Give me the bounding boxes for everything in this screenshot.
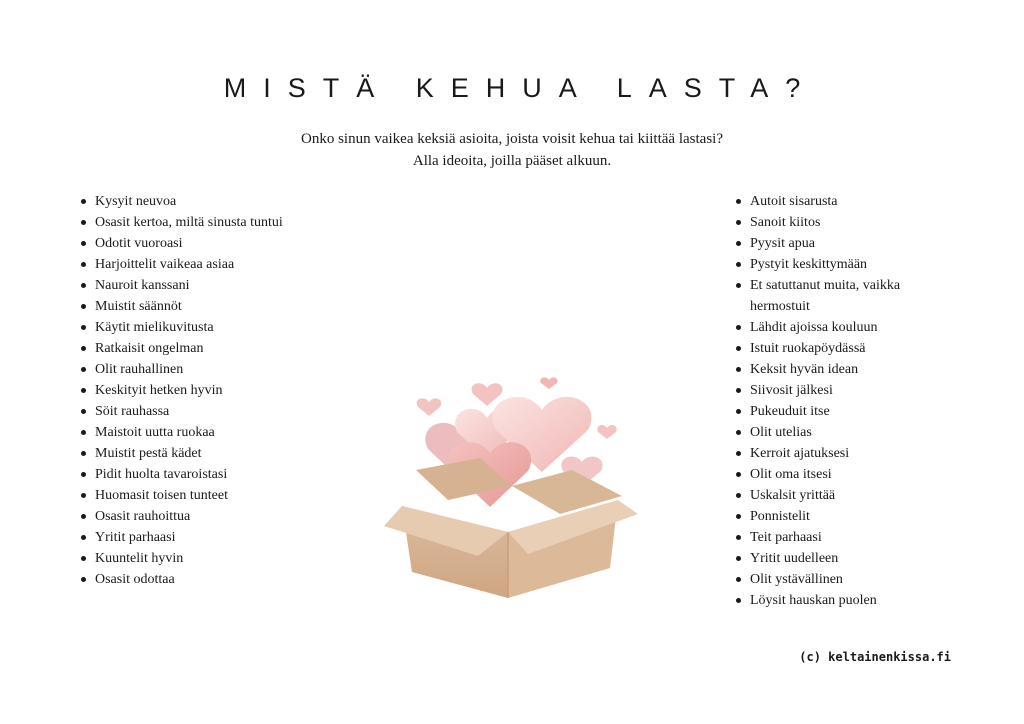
- list-item: Harjoittelit vaikeaa asiaa: [79, 254, 369, 275]
- list-item: Löysit hauskan puolen: [734, 590, 944, 611]
- list-item: Pystyit keskittymään: [734, 254, 944, 275]
- list-item: Keskityit hetken hyvin: [79, 380, 369, 401]
- list-item: Pukeuduit itse: [734, 401, 944, 422]
- list-item: Osasit odottaa: [79, 569, 369, 590]
- list-item: Olit ystävällinen: [734, 569, 944, 590]
- list-item: Maistoit uutta ruokaa: [79, 422, 369, 443]
- list-item: Muistit pestä kädet: [79, 443, 369, 464]
- list-item: Olit oma itsesi: [734, 464, 944, 485]
- left-praise-list: [79, 191, 369, 590]
- list-item: Istuit ruokapöydässä: [734, 338, 944, 359]
- list-item: Yritit uudelleen: [734, 548, 944, 569]
- small-heart-icon: [417, 398, 442, 416]
- copyright-footer: (c) keltainenkissa.fi: [799, 650, 951, 664]
- list-item: Huomasit toisen tunteet: [79, 485, 369, 506]
- list-item: Söit rauhassa: [79, 401, 369, 422]
- list-item: Nauroit kanssani: [79, 275, 369, 296]
- right-praise-list: [734, 191, 944, 611]
- list-item: Kysyit neuvoa: [79, 191, 369, 212]
- intro-line-1: Onko sinun vaikea keksiä asioita, joista voisit kehua tai kiittää lastasi?: [301, 131, 723, 147]
- list-item: Ratkaisit ongelman: [79, 338, 369, 359]
- list-item: Olit utelias: [734, 422, 944, 443]
- list-item: Osasit rauhoittua: [79, 506, 369, 527]
- list-item: Odotit vuoroasi: [79, 233, 369, 254]
- list-item: Muistit säännöt: [79, 296, 369, 317]
- intro-text: [0, 128, 1024, 172]
- list-item: Pidit huolta tavaroistasi: [79, 464, 369, 485]
- list-item: Keksit hyvän idean: [734, 359, 944, 380]
- list-item: Teit parhaasi: [734, 527, 944, 548]
- list-item: Yritit parhaasi: [79, 527, 369, 548]
- intro-line-2: Alla ideoita, joilla pääset alkuun.: [412, 153, 612, 169]
- box-of-hearts-icon: [382, 358, 642, 603]
- list-item: Olit rauhallinen: [79, 359, 369, 380]
- page-title: MISTÄ KEHUA LASTA?: [223, 73, 818, 103]
- small-heart-icon: [597, 425, 616, 439]
- small-heart-icon: [540, 377, 557, 389]
- list-item: Ponnistelit: [734, 506, 944, 527]
- list-item: Sanoit kiitos: [734, 212, 944, 233]
- list-item: Lähdit ajoissa kouluun: [734, 317, 944, 338]
- list-item: Kuuntelit hyvin: [79, 548, 369, 569]
- list-item: Siivosit jälkesi: [734, 380, 944, 401]
- list-item: Osasit kertoa, miltä sinusta tuntui: [79, 212, 369, 233]
- list-item: Uskalsit yrittää: [734, 485, 944, 506]
- list-item: Kerroit ajatuksesi: [734, 443, 944, 464]
- list-item: Autoit sisarusta: [734, 191, 944, 212]
- list-item: Pyysit apua: [734, 233, 944, 254]
- list-item: Et satuttanut muita, vaikka hermostuit: [734, 275, 944, 317]
- small-heart-icon: [472, 383, 503, 406]
- list-item: Käytit mielikuvitusta: [79, 317, 369, 338]
